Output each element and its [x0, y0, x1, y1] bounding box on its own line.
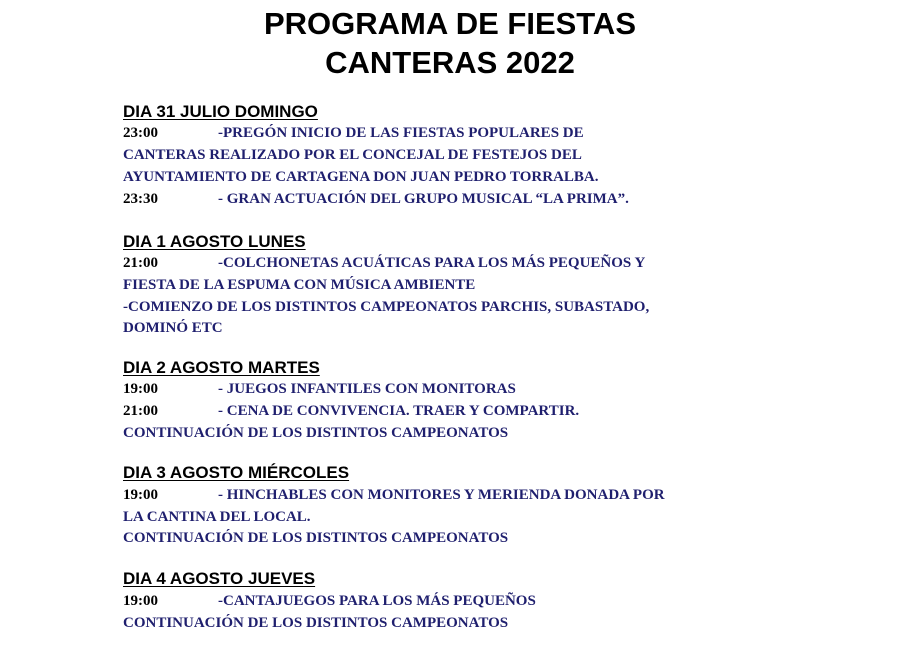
event-text: AYUNTAMIENTO DE CARTAGENA DON JUAN PEDRO TORRALBA. — [123, 169, 599, 185]
schedule-line — [123, 591, 536, 612]
program-title-line-1: PROGRAMA DE FIESTAS — [263, 6, 636, 41]
event-text: - HINCHABLES CON MONITORES Y MERIENDA DONADA POR — [218, 487, 665, 503]
event-text: - CENA DE CONVIVENCIA. TRAER Y COMPARTIR. — [218, 403, 580, 419]
time-label: 21:00 — [123, 403, 158, 419]
schedule-line — [123, 145, 582, 166]
schedule-line — [123, 318, 223, 339]
schedule-line — [123, 613, 508, 634]
event-text: -PREGÓN INICIO DE LAS FIESTAS POPULARES DE — [218, 125, 584, 141]
schedule-line — [123, 401, 579, 422]
schedule-line — [123, 123, 584, 144]
schedule-line — [123, 275, 475, 296]
event-text: CONTINUACIÓN DE LOS DISTINTOS CAMPEONATOS — [123, 615, 509, 631]
day-heading: DIA 3 AGOSTO MIÉRCOLES — [123, 463, 350, 482]
event-text: FIESTA DE LA ESPUMA CON MÚSICA AMBIENTE — [123, 277, 476, 293]
schedule-line — [123, 485, 665, 506]
schedule-line — [123, 423, 508, 444]
program-title-line-2: CANTERAS 2022 — [325, 45, 575, 80]
day-heading: DIA 31 JULIO DOMINGO — [123, 102, 318, 121]
event-text: - GRAN ACTUACIÓN DEL GRUPO MUSICAL “LA PRIMA”. — [218, 191, 629, 207]
schedule-line — [123, 379, 516, 400]
event-text: -COLCHONETAS ACUÁTICAS PARA LOS MÁS PEQUEÑOS Y — [218, 255, 646, 271]
schedule-line — [123, 167, 599, 188]
schedule-line — [123, 507, 311, 528]
event-text: CONTINUACIÓN DE LOS DISTINTOS CAMPEONATOS — [123, 425, 509, 441]
event-text: -COMIENZO DE LOS DISTINTOS CAMPEONATOS PARCHIS, SUBASTADO, — [123, 299, 650, 315]
time-label: 19:00 — [123, 381, 158, 397]
schedule-line — [123, 253, 645, 274]
event-text: - JUEGOS INFANTILES CON MONITORAS — [218, 381, 516, 397]
event-text: CONTINUACIÓN DE LOS DISTINTOS CAMPEONATOS — [123, 530, 509, 546]
day-heading: DIA 1 AGOSTO LUNES — [123, 232, 306, 251]
event-text: DOMINÓ ETC — [123, 320, 223, 336]
schedule-line — [123, 528, 508, 549]
event-text: CANTERAS REALIZADO POR EL CONCEJAL DE FESTEJOS DEL — [123, 147, 582, 163]
day-heading: DIA 2 AGOSTO MARTES — [123, 358, 320, 377]
time-label: 23:30 — [123, 191, 158, 207]
time-label: 19:00 — [123, 593, 158, 609]
time-label: 21:00 — [123, 255, 158, 271]
schedule-line — [123, 189, 629, 210]
time-label: 19:00 — [123, 487, 158, 503]
event-text: LA CANTINA DEL LOCAL. — [123, 509, 311, 525]
day-heading: DIA 4 AGOSTO JUEVES — [123, 569, 316, 588]
event-text: -CANTAJUEGOS PARA LOS MÁS PEQUEÑOS — [218, 593, 536, 609]
schedule-line — [123, 297, 649, 318]
time-label: 23:00 — [123, 125, 158, 141]
